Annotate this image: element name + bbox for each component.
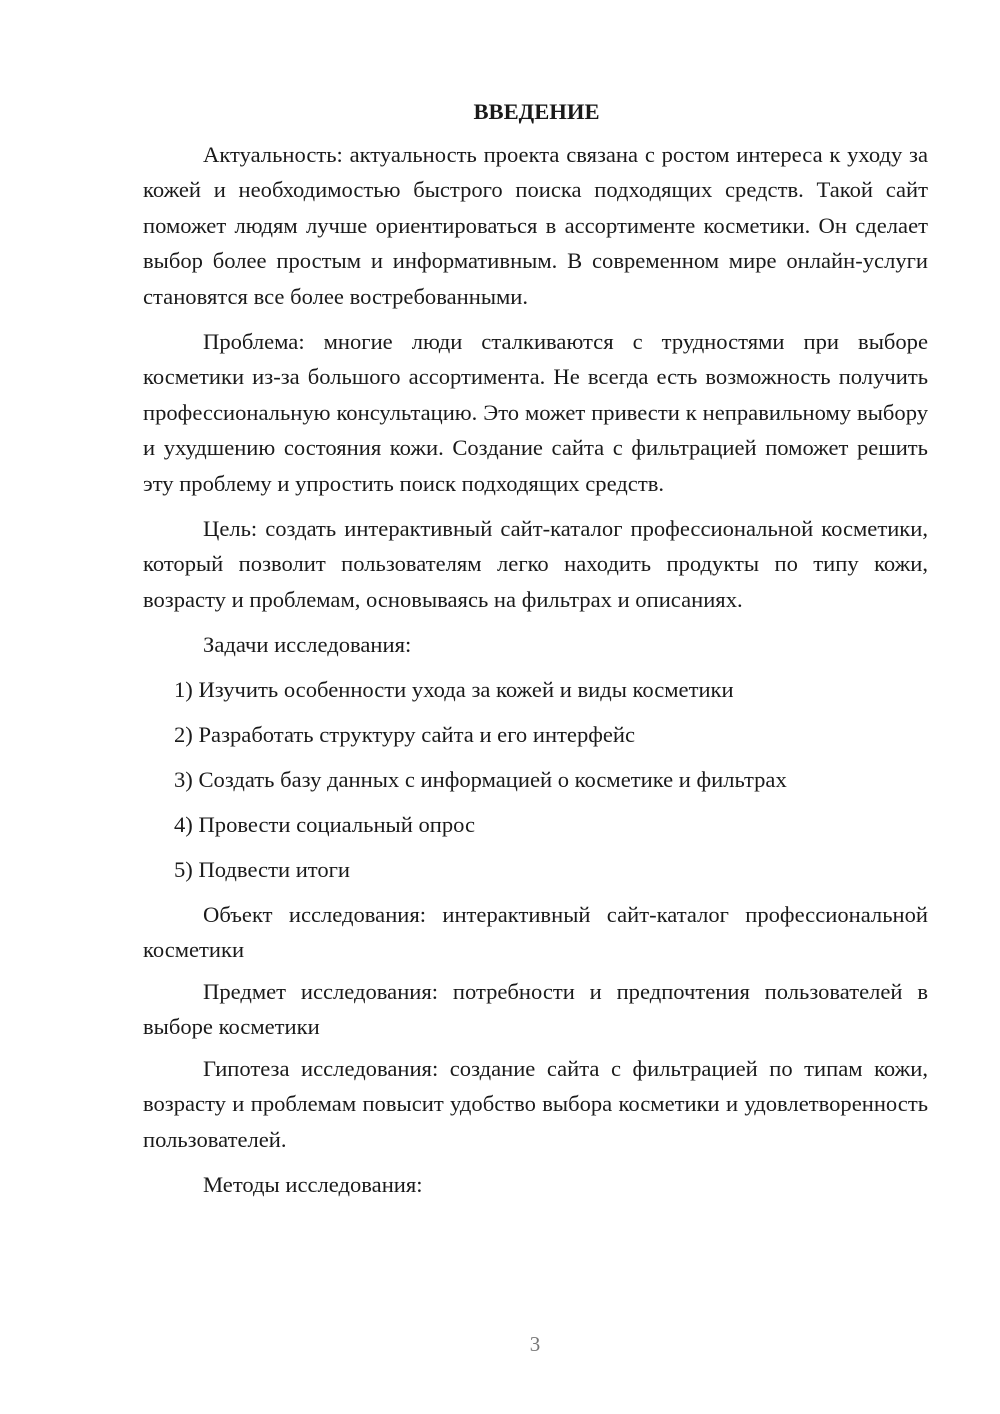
page-number: 3 [529,1332,541,1356]
goal-paragraph: Цель: создать интерактивный сайт-каталог профессиональной косметики, который позволит пользователям легко находить продукты по типу кожи, возрасту и проблемам, основываясь на фильтрах и описаниях. [143,515,928,612]
relevance-paragraph: Актуальность: актуальность проекта связана с ростом интереса к уходу за кожей и необходимостью быстрого поиска подходящих средств. Такой сайт поможет людям лучше ориентироваться в ассортименте косметики. Он сделает выбор более простым и информативным. В современном мире онлайн-услуги становятся все более востребованными. [143,141,928,309]
object-paragraph: Объект исследования: интерактивный сайт-каталог профессиональной косметики [143,901,928,962]
list-item: 4) Провести социальный опрос [174,811,476,837]
list-item: 2) Разработать структуру сайта и его интерфейс [174,721,636,747]
list-item: 5) Подвести итоги [174,856,351,882]
list-item: 1) Изучить особенности ухода за кожей и виды косметики [174,676,734,702]
section-title: ВВЕДЕНИЕ [473,99,600,124]
tasks-list [143,672,928,888]
subject-paragraph: Предмет исследования: потребности и предпочтения пользователей в выборе косметики [143,978,928,1039]
hypothesis-paragraph: Гипотеза исследования: создание сайта с фильтрацией по типам кожи, возрасту и проблемам повысит удобство выбора косметики и удовлетворенность пользователей. [143,1055,928,1152]
page-content [143,94,928,1212]
tasks-intro: Задачи исследования: [203,631,412,657]
list-item: 3) Создать базу данных с информацией о косметике и фильтрах [174,766,787,792]
problem-paragraph: Проблема: многие люди сталкиваются с трудностями при выборе косметики из-за большого ассортимента. Не всегда есть возможность получить профессиональную консультацию. Это может привести к неправильному выбору и ухудшению состояния кожи. Создание сайта с фильтрацией поможет решить эту проблему и упростить поиск подходящих средств. [143,328,928,496]
methods-heading: Методы исследования: [203,1171,423,1197]
